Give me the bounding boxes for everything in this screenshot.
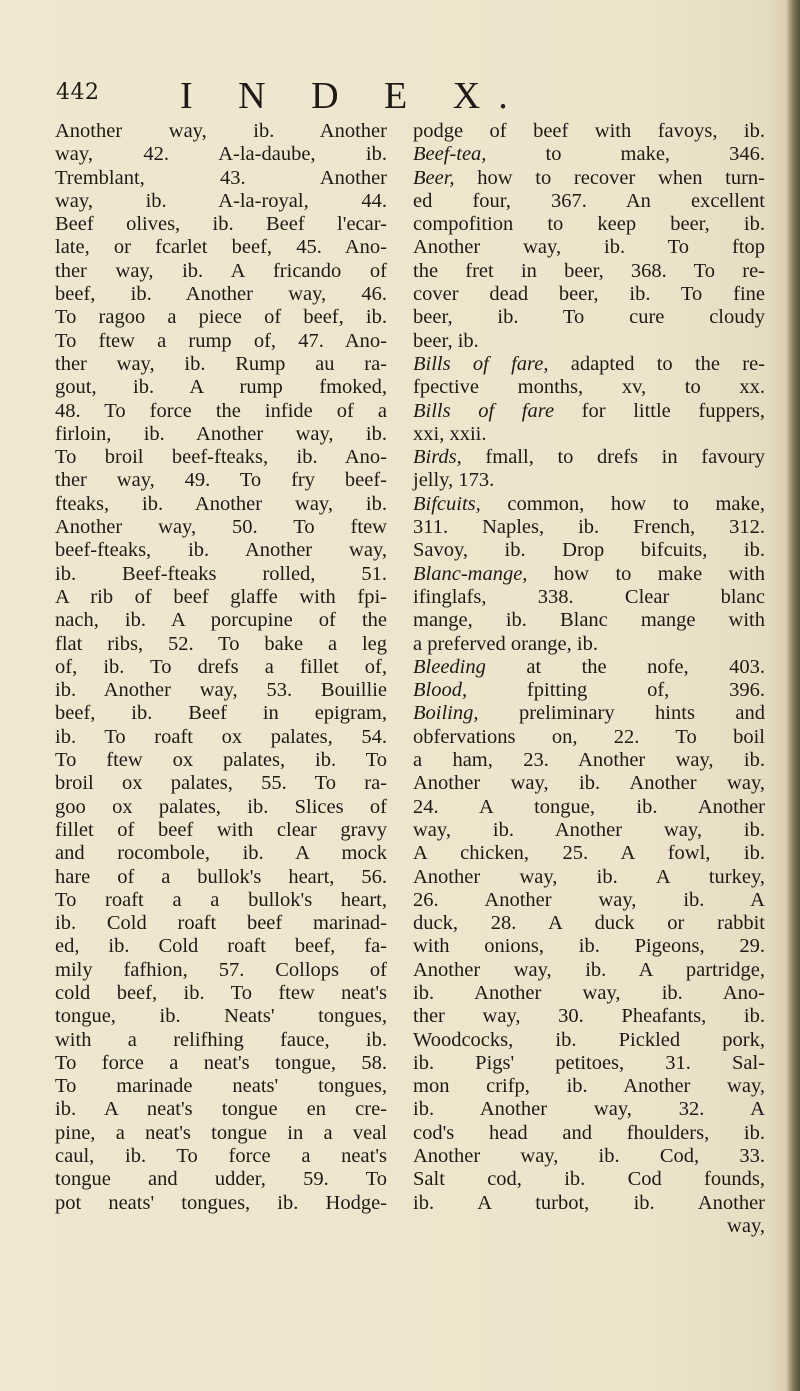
index-line [413, 702, 765, 725]
index-line: hare of a bullok's heart, 56. [55, 865, 387, 888]
index-line [413, 493, 765, 516]
index-entry-text: beer, ib. To cure cloudy [413, 306, 765, 329]
index-line [413, 446, 765, 469]
index-entry-text: how to make with [527, 562, 765, 585]
index-entry-text: xxi, xxii. [413, 422, 487, 445]
index-line: ib. To roaft ox palates, 54. [55, 725, 387, 748]
index-entry-text: a preferved orange, ib. [413, 632, 598, 655]
index-entry-text: with onions, ib. Pigeons, 29. [413, 935, 765, 958]
index-line [413, 423, 765, 446]
index-line: ib. Another way, 53. Bouillie [55, 679, 387, 702]
index-line: with a relifhing fauce, ib. [55, 1028, 387, 1051]
index-line: ib. Cold roaft beef marinad- [55, 912, 387, 935]
index-line: To ragoo a piece of beef, ib. [55, 306, 387, 329]
index-line [413, 167, 765, 190]
index-line: To roaft a a bullok's heart, [55, 888, 387, 911]
index-line [413, 609, 765, 632]
index-line: beef-fteaks, ib. Another way, [55, 539, 387, 562]
index-entry-text: fpitting of, 396. [467, 679, 765, 702]
index-line: nach, ib. A porcupine of the [55, 609, 387, 632]
index-line [413, 400, 765, 423]
index-entry-text: ifinglafs, 338. Clear blanc [413, 585, 765, 608]
index-entry-text: ib. Another way, 32. A [413, 1098, 765, 1121]
index-entry-text: a ham, 23. Another way, ib. [413, 749, 765, 772]
index-line: 48. To force the infide of a [55, 399, 387, 422]
index-entry-heading: Blanc-mange, [413, 562, 528, 585]
index-line [413, 260, 765, 283]
index-entry-text: fpective months, xv, to xx. [413, 376, 765, 399]
index-line: ib. Beef-fteaks rolled, 51. [55, 562, 387, 585]
index-line: To broil beef-fteaks, ib. Ano- [55, 446, 387, 469]
index-line: mily fafhion, 57. Collops of [55, 958, 387, 981]
index-entry-text: ib. Another way, ib. Ano- [413, 981, 765, 1004]
index-line: caul, ib. To force a neat's [55, 1145, 387, 1168]
index-entry-text: fmall, to drefs in favoury [461, 446, 765, 469]
index-line [413, 539, 765, 562]
index-line: beef, ib. Another way, 46. [55, 283, 387, 306]
index-line: To ftew a rump of, 47. Ano- [55, 329, 387, 352]
index-entry-text: ther way, 30. Pheafants, ib. [413, 1005, 765, 1028]
index-entry-text: A chicken, 25. A fowl, ib. [413, 842, 765, 865]
index-line [413, 469, 765, 492]
index-entry-text: Salt cod, ib. Cod founds, [413, 1168, 765, 1191]
index-line: gout, ib. A rump fmoked, [55, 376, 387, 399]
index-line: ther way, ib. Rump au ra- [55, 352, 387, 375]
index-entry-heading: Beef-tea, [413, 143, 487, 166]
index-line [413, 1122, 765, 1145]
index-line [413, 330, 765, 353]
index-entry-text: ib. A turbot, ib. Another [413, 1191, 765, 1214]
index-line [413, 912, 765, 935]
index-entry-text: how to recover when turn- [454, 166, 765, 189]
index-line: way, ib. A-la-royal, 44. [55, 189, 387, 212]
index-line [413, 306, 765, 329]
index-entry-text: way, ib. Another way, ib. [413, 818, 765, 841]
index-entry-text: preliminary hints and [478, 702, 765, 725]
index-line: To marinade neats' tongues, [55, 1075, 387, 1098]
index-line: pot neats' tongues, ib. Hodge- [55, 1191, 387, 1214]
index-line: ther way, 49. To fry beef- [55, 469, 387, 492]
index-entry-text: Another way, ib. A partridge, [413, 958, 765, 981]
index-line: cold beef, ib. To ftew neat's [55, 981, 387, 1004]
index-line [413, 796, 765, 819]
index-line [413, 563, 765, 586]
index-entry-text: beer, ib. [413, 329, 479, 352]
index-entry-heading: Birds, [413, 446, 462, 469]
index-line [413, 516, 765, 539]
index-line [413, 353, 765, 376]
page-edge-shadow [786, 0, 800, 1391]
index-line: tongue and udder, 59. To [55, 1168, 387, 1191]
index-entry-text: Another way, ib. Another way, [413, 772, 765, 795]
index-line: flat ribs, 52. To bake a leg [55, 632, 387, 655]
index-entry-text: cod's head and fhoulders, ib. [413, 1121, 765, 1144]
index-entry-heading: Beer, [413, 166, 455, 189]
index-entry-text: 24. A tongue, ib. Another [413, 795, 765, 818]
index-entry-text: 311. Naples, ib. French, 312. [413, 516, 765, 539]
index-line [413, 1005, 765, 1028]
index-line: fteaks, ib. Another way, ib. [55, 492, 387, 515]
index-line: ther way, ib. A fricando of [55, 259, 387, 282]
page-header [40, 74, 760, 126]
index-line [413, 1075, 765, 1098]
index-line: To force a neat's tongue, 58. [55, 1051, 387, 1074]
index-line [413, 190, 765, 213]
index-line: firloin, ib. Another way, ib. [55, 422, 387, 445]
index-line [413, 213, 765, 236]
index-line: Another way, ib. Another [55, 120, 387, 142]
index-entry-heading: Bifcuits, [413, 492, 481, 515]
index-line: of, ib. To drefs a fillet of, [55, 655, 387, 678]
index-line [413, 586, 765, 609]
index-line [413, 1029, 765, 1052]
index-line [413, 726, 765, 749]
index-entry-text: the fret in beer, 368. To re- [413, 259, 765, 282]
index-line: To ftew ox palates, ib. To [55, 749, 387, 772]
index-entry-text: mon crifp, ib. Another way, [413, 1075, 765, 1098]
index-entry-text: to make, 346. [486, 143, 765, 166]
index-entry-text: Another way, ib. A turkey, [413, 865, 765, 888]
index-line: way, 42. A-la-daube, ib. [55, 143, 387, 166]
index-entry-heading: Bleeding [413, 655, 486, 678]
running-title: I N D E X. [180, 75, 526, 117]
index-line [413, 376, 765, 399]
index-entry-text: Another way, ib. To ftop [413, 236, 765, 259]
index-line [413, 633, 765, 656]
index-line [413, 283, 765, 306]
index-line [413, 866, 765, 889]
index-entry-heading: Boiling, [413, 702, 479, 725]
index-line: pine, a neat's tongue in a veal [55, 1121, 387, 1144]
index-line: beef, ib. Beef in epigram, [55, 702, 387, 725]
index-line [413, 819, 765, 842]
index-entry-heading: Bills of fare, [413, 352, 549, 375]
index-line [413, 1168, 765, 1191]
index-column-right [413, 120, 765, 1238]
index-entry-text: compofition to keep beer, ib. [413, 213, 765, 236]
index-entry-text: ib. Pigs' petitoes, 31. Sal- [413, 1051, 765, 1074]
index-entry-text: 26. Another way, ib. A [413, 888, 765, 911]
index-line [413, 1098, 765, 1121]
index-line: goo ox palates, ib. Slices of [55, 795, 387, 818]
index-entry-text: at the nofe, 403. [485, 655, 765, 678]
index-line [413, 1145, 765, 1168]
index-line [413, 1052, 765, 1075]
index-line: late, or fcarlet beef, 45. Ano- [55, 236, 387, 259]
catchword: way, [727, 1214, 765, 1237]
index-line: fillet of beef with clear gravy [55, 818, 387, 841]
index-entry-text: ed four, 367. An excellent [413, 189, 765, 212]
index-line [413, 982, 765, 1005]
index-line [413, 935, 765, 958]
index-line: A rib of beef glaffe with fpi- [55, 585, 387, 608]
index-entry-text: Woodcocks, ib. Pickled pork, [413, 1028, 765, 1051]
index-line: and rocombole, ib. A mock [55, 842, 387, 865]
index-line: ib. A neat's tongue en cre- [55, 1098, 387, 1121]
index-line: Beef olives, ib. Beef l'ecar- [55, 213, 387, 236]
index-entry-text: common, how to make, [480, 492, 765, 515]
index-entry-text: cover dead beer, ib. To fine [413, 283, 765, 306]
index-entry-text: duck, 28. A duck or rabbit [413, 912, 765, 935]
index-line [413, 143, 765, 166]
index-entry-text: Savoy, ib. Drop bifcuits, ib. [413, 539, 765, 562]
index-line [413, 120, 765, 143]
index-line: Another way, 50. To ftew [55, 516, 387, 539]
index-line: broil ox palates, 55. To ra- [55, 772, 387, 795]
index-entry-text: for little fuppers, [554, 399, 765, 422]
index-column-left [55, 120, 387, 1215]
page-number: 442 [56, 80, 100, 105]
index-line [413, 889, 765, 912]
index-line [413, 959, 765, 982]
index-line [413, 1192, 765, 1215]
index-entry-text: jelly, 173. [413, 469, 495, 492]
index-line: ed, ib. Cold roaft beef, fa- [55, 935, 387, 958]
index-line [413, 236, 765, 259]
index-line [413, 656, 765, 679]
index-line [413, 749, 765, 772]
index-line: tongue, ib. Neats' tongues, [55, 1005, 387, 1028]
index-entry-text: adapted to the re- [548, 352, 765, 375]
index-entry-heading: Bills of fare [413, 399, 555, 422]
index-entry-text: mange, ib. Blanc mange with [413, 609, 765, 632]
index-line [413, 679, 765, 702]
index-entry-text: obfervations on, 22. To boil [413, 725, 765, 748]
index-entry-text: podge of beef with favoys, ib. [413, 120, 765, 142]
index-line [413, 772, 765, 795]
index-entry-heading: Blood, [413, 679, 468, 702]
index-entry-text: Another way, ib. Cod, 33. [413, 1145, 765, 1168]
index-line: Tremblant, 43. Another [55, 166, 387, 189]
index-line [413, 842, 765, 865]
